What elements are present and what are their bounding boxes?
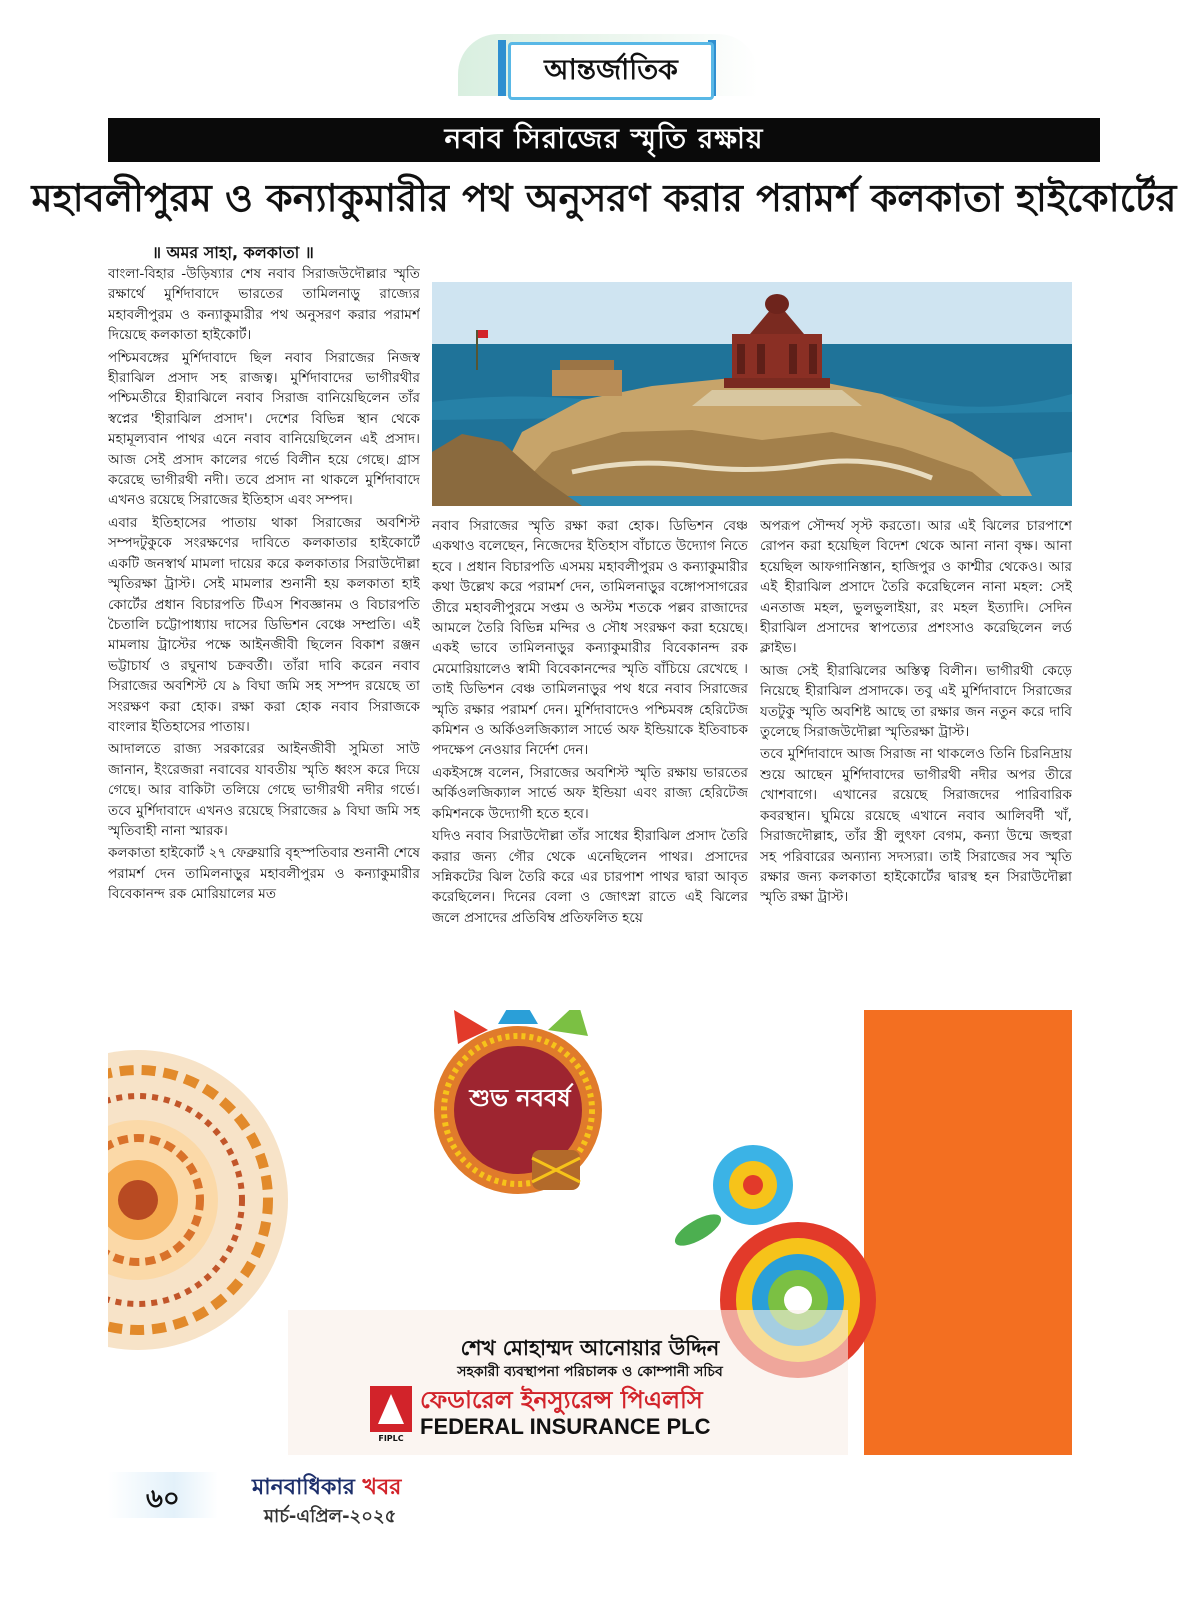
paragraph: আজ সেই হীরাঝিলের অস্তিত্ব বিলীন। ভাগীরথী কেড়ে নিয়েছে হীরাঝিল প্রসাদকে। তবু এই মুর্শিদাবাদে সিরাজের যতটুকু স্মৃতি অবশিষ্ট আছে তা রক্ষার জন নতুন করে দাবি তুলেছে সিরাজউদৌল্লা স্মৃতিরক্ষা ট্রাস্ট।	[760, 662, 1072, 741]
article-column-3	[760, 516, 1072, 986]
paragraph: যদিও নবাব সিরাউদৌল্লা তাঁর সাধের হীরাঝিল প্রসাদ তৈরি করার জন্য গৌর থেকে এনেছিলেন পাথর। প্রসাদের সন্নিকটের ঝিল তৈরি করে এর চারপাশ পাথর দ্বারা আবৃত করেছিলেন। দিনের বেলা ও জোৎস্না রাতে এই ঝিলের জলে প্রসাদের প্রতিবিম্ব প্রতিফলিত হয়ে	[432, 828, 748, 926]
paragraph: কলকাতা হাইকোর্ট ২৭ ফেব্রুয়ারি বৃহস্পতিবার শুনানী শেষে পরামর্শ দেন তামিলনাড়ুর মহাবলীপুরম ও কন্যাকুমারীর বিবেকানন্দ রক মোরিয়ালের মত	[108, 845, 420, 903]
issue-date: মার্চ-এপ্রিল-২০২৫	[264, 1506, 397, 1527]
paragraph: এবার ইতিহাসের পাতায় থাকা সিরাজের অবশিস্ট সম্পদটুকুকে সংরক্ষণের দাবিতে কলকাতার হাইকোর্টে একটি জনস্বার্থ মামলা দায়ের করে কলকাতার সিরাউদৌল্লা স্মৃতিরক্ষা ট্রাস্ট। সেই মামলার শুনানী হয় কলকাতা হাই কোর্টের প্রধান বিচারপতি টিএস শিবজ্ঞানম ও বিচারপতি চৈতালি চট্টোপাধ্যায় দাসের ডিভিশন বেঞ্চে সম্প্রতি। এই মামলায় ট্রাস্টের পক্ষে আইনজীবী ছিলেন বিকাশ রঞ্জন ভট্টাচার্য ও রঘুনাথ চক্রবর্তী। তাঁরা দাবি করেন নবাব সিরাজের অবশিস্ট যে ৯ বিঘা জমি সহ সম্পদ রয়েছে তা সংরক্ষণ করা হোক। রক্ষা করা হোক নবাব সিরাজকে বাংলার ইতিহাসের পাতায়।	[108, 514, 420, 735]
ad-company-en: FEDERAL INSURANCE PLC	[420, 1414, 711, 1439]
section-label: আন্তর্জাতিক	[508, 42, 714, 100]
advertisement	[108, 1010, 1072, 1455]
paragraph: নবাব সিরাজের স্মৃতি রক্ষা করা হোক। ডিভিশন বেঞ্চ একথাও বলেছেন, নিজেদের ইতিহাস বাঁচাতে উদ্যোগ নিতে হবে । প্রধান বিচারপতি এসময় মহাবলীপুরম ও কন্যাকুমারীর কথা উল্লেখ করে পরামর্শ দেন, তামিলনাড়ুর বঙ্গোপসাগরের তীরে মহাবলীপুরমে সপ্তম ও অস্টম শতকে পল্লব রাজাদের আমলে তৈরি বিভিন্ন মন্দির ও সৌধ সংরক্ষণ করা হয়েছে। একই ভাবে তামিলনাড়ুর কন্যাকুমারীর বিবেকানন্দ রক মেমোরিয়ালেও স্বামী বিবেকানন্দের স্মৃতি বাঁচিয়ে রেখেছে । তাই ডিভিশন বেঞ্চ তামিলনাড়ুর পথ ধরে নবাব সিরাজের স্মৃতি রক্ষার পরামর্শ দেন। মুর্শিদাবাদেও পশ্চিমবঙ্গ হেরিটেজ কমিশন ও অর্কিওলজিক্যাল সার্ভে অফ ইন্ডিয়াকে ইতিবাচক পদক্ষেপ নেওয়ার নির্দেশ দেন।	[432, 518, 748, 759]
magazine-name-main: মানবাধিকার	[252, 1475, 355, 1500]
ad-company-bn: ফেডারেল ইনস্যুরেন্স পিএলসি	[420, 1386, 703, 1414]
byline: ॥ অমর সাহা, কলকাতা ॥	[152, 243, 314, 262]
paragraph: আদালতে রাজ্য সরকারের আইনজীবী সুমিতা সাউ জানান, ইংরেজরা নবাবের যাবতীয় স্মৃতি ধ্বংস করে দিয়ে গেছে। আর বাকিটা তলিয়ে গেছে ভাগীরথী নদীর গর্ভে। তবে মুর্শিদাবাদে এখনও রয়েছে সিরাজের ৯ বিঘা জমি সহ স্মৃতিবাহী নানা স্মারক।	[108, 741, 420, 839]
article-column-1	[108, 264, 420, 986]
magazine-name-accent: খবর	[362, 1475, 402, 1500]
paragraph: অপরূপ সৌন্দর্য সৃস্ট করতো। আর এই ঝিলের চারপাশে রোপন করা হয়েছিল বিদেশ থেকে আনা নানা বৃক্ষ। আনা হয়েছিল আফগানিস্তান, হাজিপুর ও কাশ্মীর থেকেও। আর এই হীরাঝিল প্রসাদে তৈরি করেছিলেন নানা মহল: সেই এনতাজ মহল, ভুলভুলাইয়া, রং মহল ইত্যাদি। সেদিন হীরাঝিল প্রসাদের স্বাপত্যের প্রশংসাও করেছিলেন লর্ড ক্লাইভ।	[760, 518, 1072, 657]
section-tab-accent-left	[498, 40, 506, 96]
mandala-left-icon	[108, 1050, 288, 1350]
paragraph: বাংলা-বিহার -উড়িষ্যার শেষ নবাব সিরাজউদৌল্লার স্মৃতি রক্ষার্থে মুর্শিদাবাদে ভারতের তামিলনাড়ু রাজ্যের মহাবলীপুরম ও কন্যাকুমারীর পথ অনুসরণ করার পরামর্শ দিয়েছে কলকাতা হাইকোর্ট।	[108, 266, 420, 344]
article-column-2	[432, 516, 748, 986]
leaf-icon	[670, 1208, 725, 1251]
headline: মহাবলীপুরম ও কন্যাকুমারীর পথ অনুসরণ করার পরামর্শ কলকাতা হাইকোর্টের	[31, 176, 1177, 220]
paragraph: তবে মুর্শিদাবাদে আজ সিরাজ না থাকলেও তিনি চিরনিদ্রায় শুয়ে আছেন মুর্শিদাবাদের ভাগীরথী নদীর অপর তীরে খোশবাগে। এখানের রয়েছে সিরাজদের পারিবারিক কবরস্থান। ঘুমিয়ে রয়েছে এখানে নবাব আলিবর্দী খাঁ, সিরাজদৌল্লাহ, তাঁর স্ত্রী লুৎফা বেগম, কন্যা উন্মে জহুরা সহ পরিবারের অন্যান্য সদস্যরা। তাই সিরাজের সব স্মৃতি রক্ষার জন্য কলকাতা হাইকোর্টের দ্বারস্থ হন সিরাউদৌল্লা স্মৃতি রক্ষা ট্রাস্ট।	[760, 746, 1072, 906]
ad-logo-text: FIPLC	[378, 1434, 404, 1443]
magazine-logo	[252, 1470, 462, 1500]
flower-small-icon	[713, 1145, 793, 1225]
kicker-bar	[108, 118, 1100, 162]
paragraph: একইসঙ্গে বলেন, সিরাজের অবশিস্ট স্মৃতি রক্ষায় ভারতের অর্কিওলজিক্যাল সার্ভে অফ ইন্ডিয়া এবং রাজ্য হেরিটেজ কমিশনকে উদ্যোগী হতে হবে।	[432, 764, 748, 822]
ad-greeting: শুভ নববর্ষ	[469, 1084, 571, 1112]
rock-memorial-illustration	[432, 282, 1072, 506]
page-number: ৬০	[146, 1484, 180, 1514]
kicker-text: নবাব সিরাজের স্মৃতি রক্ষায়	[444, 121, 764, 155]
vivekananda-rock-photo	[432, 282, 1072, 506]
ad-person-name: শেখ মোহাম্মদ আনোয়ার উদ্দিন	[460, 1336, 720, 1360]
ad-person-title: সহকারী ব্যবস্থাপনা পরিচালক ও কোম্পানী সচিব	[457, 1364, 723, 1380]
paragraph: পশ্চিমবঙ্গের মুর্শিদাবাদে ছিল নবাব সিরাজের নিজস্ব হীরাঝিল প্রসাদ সহ রাজত্ব। মুর্শিদাবাদের ভাগীরথীর পশ্চিমতীরে হীরাঝিলে নবাব সিরাজ বানিয়েছিলেন তাঁর স্বপ্নের 'হীরাঝিল প্রসাদ'। দেশের বিভিন্ন স্থান থেকে মহামূল্যবান পাথর এনে নবাব বানিয়েছিলেন এই প্রসাদ। আজ সেই প্রসাদ কালের গর্ভে বিলীন হয়ে গেছে। গ্রাস করেছে ভাগীরথী নদী। তবে প্রসাদ না থাকলে মুর্শিদাবাদে এখনও রয়েছে সিরাজের ইতিহাস এবং সম্পদ।	[108, 349, 420, 509]
